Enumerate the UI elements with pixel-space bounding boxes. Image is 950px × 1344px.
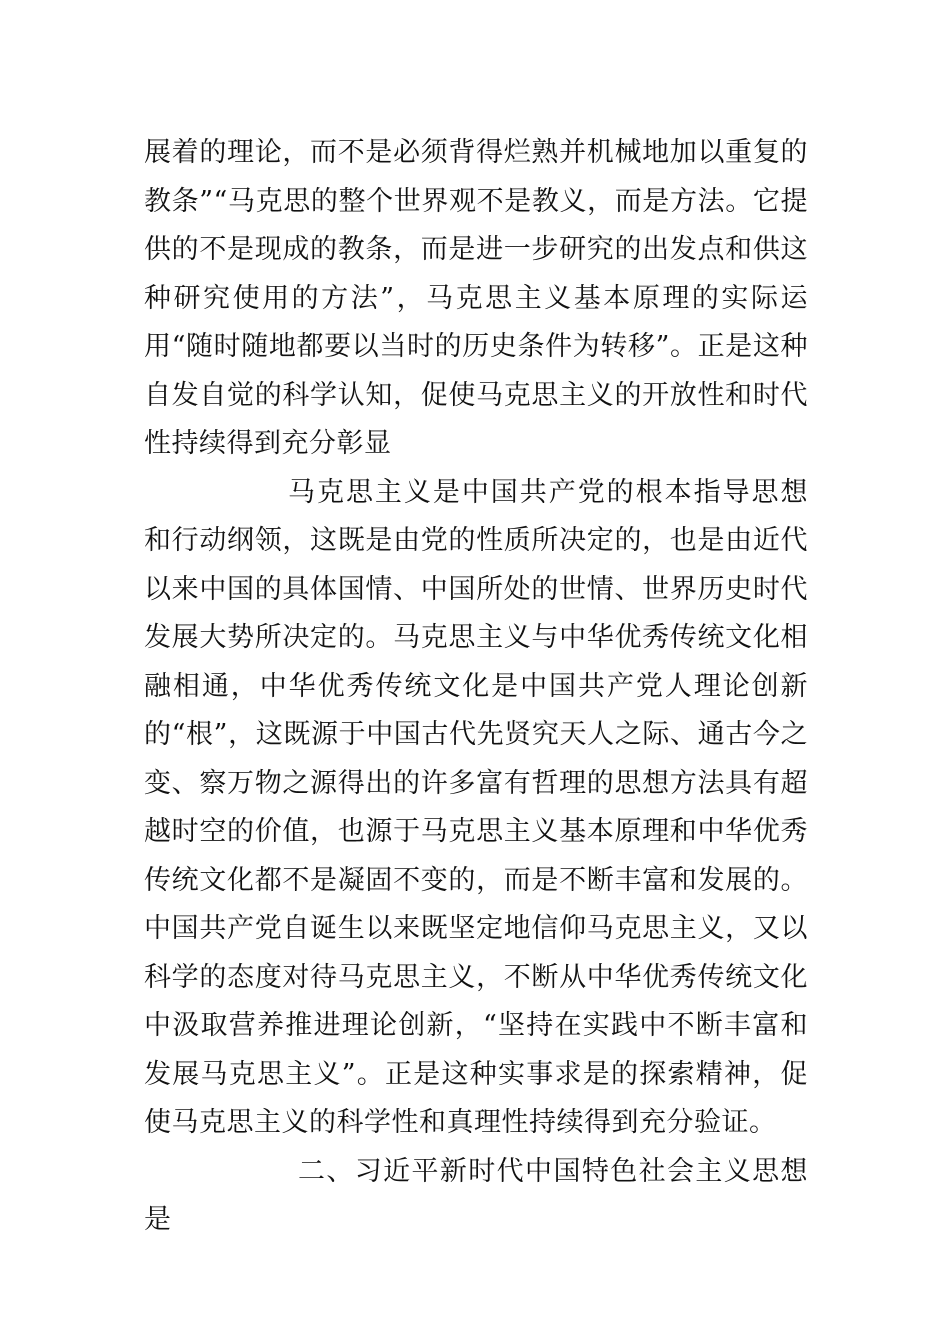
document-body (144, 129, 808, 1245)
paragraph-continuation: 展着的理论，而不是必须背得烂熟并机械地加以重复的教条”“马克思的整个世界观不是教义，而是方法。它提供的不是现成的教条，而是进一步研究的出发点和供这种研究使用的方法”，马克思主义基本原理的实际运用“随时随地都要以当时的历史条件为转移”。正是这种自发自觉的科学认知，促使马克思主义的开放性和时代性持续得到充分彰显 (144, 137, 808, 459)
paragraph-marxism-guiding-thought: 马克思主义是中国共产党的根本指导思想和行动纲领，这既是由党的性质所决定的，也是由近代以来中国的具体国情、中国所处的世情、世界历史时代发展大势所决定的。马克思主义与中华优秀传统文化相融相通，中华优秀传统文化是中国共产党人理论创新的“根”，这既源于中国古代先贤究天人之际、通古今之变、察万物之源得出的许多富有哲理的思想方法具有超越时空的价值，也源于马克思主义基本原理和中华优秀传统文化都不是凝固不变的，而是不断丰富和发展的。中国共产党自诞生以来既坚定地信仰马克思主义，又以科学的态度对待马克思主义，不断从中华优秀传统文化中汲取营养推进理论创新，“坚持在实践中不断丰富和发展马克思主义”。正是这种实事求是的探索精神，促使马克思主义的科学性和真理性持续得到充分验证。 (144, 476, 808, 1138)
section-heading-two: 二、习近平新时代中国特色社会主义思想是 (144, 1155, 808, 1235)
